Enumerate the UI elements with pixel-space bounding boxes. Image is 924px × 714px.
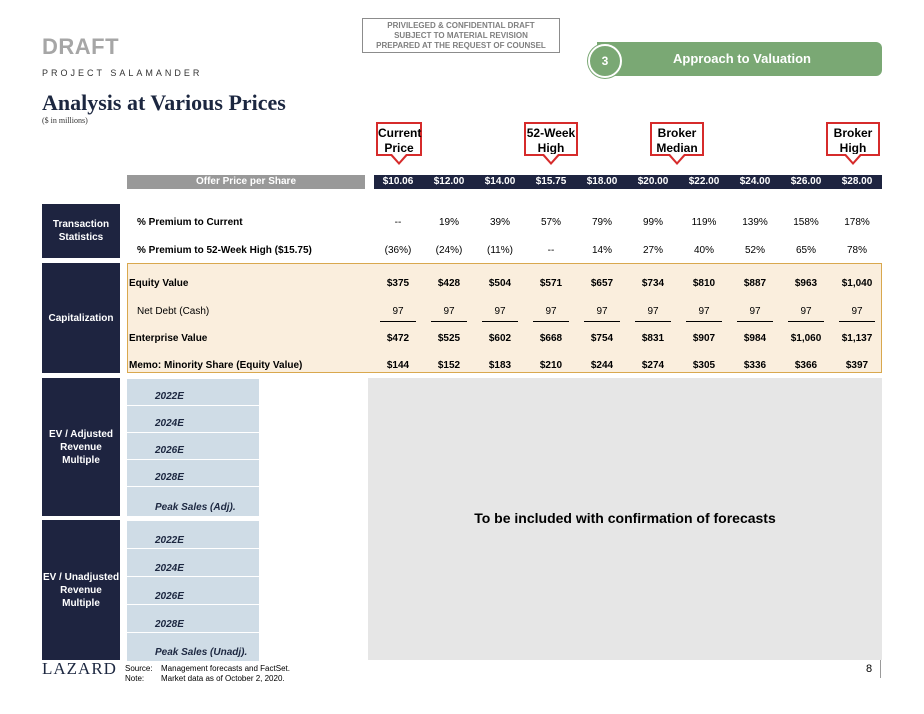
page-number: 8 [866,663,873,675]
table-cell: $244 [590,360,614,371]
offer-price: $28.00 [841,176,873,187]
year-row: 2026E [127,432,259,460]
year-row: 2026E [127,576,259,605]
ev-adjusted-label: EV / Adjusted Revenue Multiple [42,378,120,516]
table-cell: 65% [795,245,816,256]
offer-price: $22.00 [688,176,720,187]
year-row: Peak Sales (Adj). [127,486,259,516]
table-cell: $668 [539,333,563,344]
section-number: 3 [588,44,622,78]
row-label: % Premium to Current [137,217,243,228]
underline [635,321,671,322]
underline [788,321,824,322]
confidential-line-2: SUBJECT TO MATERIAL REVISION [394,31,528,40]
table-cell: 19% [438,217,459,228]
table-cell: $336 [743,360,767,371]
underline [380,321,416,322]
draft-watermark: DRAFT [42,34,120,59]
underline [584,321,620,322]
callout-current-price: Current Price [376,122,422,156]
underline [482,321,518,322]
table-cell: $734 [641,278,665,289]
section-title: Approach to Valuation [673,51,811,66]
year-row: 2022E [127,378,259,406]
year-row: 2022E [127,520,259,549]
table-cell: $907 [692,333,716,344]
table-cell: 97 [851,306,863,317]
table-cell: $472 [386,333,410,344]
page-divider [880,660,881,678]
table-cell: 158% [793,217,819,228]
source-label: Source: [125,664,153,673]
table-cell: 27% [642,245,663,256]
table-cell: $984 [743,333,767,344]
confidential-line-3: PREPARED AT THE REQUEST OF COUNSEL [376,41,546,50]
table-cell: $1,137 [841,333,873,344]
year-row: Peak Sales (Unadj). [127,632,259,661]
table-cell: $183 [488,360,512,371]
table-cell: $428 [437,278,461,289]
table-cell: 97 [392,306,404,317]
lazard-logo: LAZARD [42,659,117,678]
table-cell: 40% [693,245,714,256]
table-cell: 97 [647,306,659,317]
underline [839,321,875,322]
year-row: 2028E [127,459,259,487]
table-cell: $375 [386,278,410,289]
row-label: Net Debt (Cash) [137,306,210,317]
row-label: % Premium to 52-Week High ($15.75) [137,245,312,256]
callout-broker-high: Broker High [826,122,880,156]
table-cell: 14% [591,245,612,256]
row-label: Equity Value [129,278,189,289]
offer-price: $26.00 [790,176,822,187]
note-text: Market data as of October 2, 2020. [161,674,285,683]
table-cell: 99% [642,217,663,228]
table-cell: $602 [488,333,512,344]
table-cell: 97 [749,306,761,317]
table-cell: 97 [596,306,608,317]
table-cell: $810 [692,278,716,289]
source-text: Management forecasts and FactSet. [161,664,290,673]
table-cell: (36%) [384,245,412,256]
year-row: 2024E [127,405,259,433]
table-cell: 57% [540,217,561,228]
table-cell: 52% [744,245,765,256]
underline [533,321,569,322]
table-cell: $144 [386,360,410,371]
table-cell: (11%) [487,245,513,256]
year-row: 2028E [127,604,259,633]
page-title: Analysis at Various Prices [42,90,286,115]
year-row: 2024E [127,548,259,577]
table-cell: 39% [489,217,510,228]
table-cell: -- [547,245,555,256]
table-cell: $305 [692,360,716,371]
underline [431,321,467,322]
callout-52-week-high: 52-Week High [524,122,578,156]
table-cell: 97 [494,306,506,317]
offer-price: $12.00 [433,176,465,187]
table-cell: 97 [545,306,557,317]
table-cell: $274 [641,360,665,371]
ev-unadjusted-label: EV / Unadjusted Revenue Multiple [42,520,120,660]
table-cell: 78% [846,245,867,256]
table-cell: 97 [443,306,455,317]
forecast-placeholder-text: To be included with confirmation of forecasts [474,510,776,526]
capitalization-label: Capitalization [42,263,120,373]
callout-broker-median: Broker Median [650,122,704,156]
note-label: Note: [125,674,145,683]
table-cell: $366 [794,360,818,371]
table-cell: $571 [539,278,563,289]
table-cell: $963 [794,278,818,289]
offer-price: $10.06 [382,176,414,187]
table-cell: 119% [691,217,717,228]
row-label: Memo: Minority Share (Equity Value) [129,360,303,371]
offer-price: $20.00 [637,176,669,187]
table-cell: 79% [591,217,612,228]
row-label: Enterprise Value [129,333,208,344]
confidential-line-1: PRIVILEGED & CONFIDENTIAL DRAFT [387,21,535,30]
table-cell: $210 [539,360,563,371]
underline [737,321,773,322]
offer-price-label: Offer Price per Share [127,175,365,189]
table-cell: $1,040 [841,278,873,289]
table-cell: $831 [641,333,665,344]
table-cell: 97 [698,306,710,317]
underline [686,321,722,322]
table-cell: $657 [590,278,614,289]
table-cell: $504 [488,278,512,289]
offer-price: $15.75 [535,176,567,187]
offer-price: $18.00 [586,176,618,187]
transaction-statistics-label: Transaction Statistics [42,204,120,258]
page-subtitle: ($ in millions) [42,116,88,125]
table-cell: $1,060 [790,333,822,344]
confidential-notice [362,18,560,53]
table-cell: 139% [742,217,768,228]
table-cell: (24%) [435,245,463,256]
offer-price: $14.00 [484,176,516,187]
offer-price: $24.00 [739,176,771,187]
table-cell: $754 [590,333,614,344]
project-name: PROJECT SALAMANDER [42,68,203,78]
table-cell: 178% [844,217,870,228]
table-cell: 97 [800,306,812,317]
table-cell: $397 [845,360,869,371]
table-cell: $887 [743,278,767,289]
table-cell: $525 [437,333,461,344]
table-cell: -- [394,217,402,228]
table-cell: $152 [437,360,461,371]
